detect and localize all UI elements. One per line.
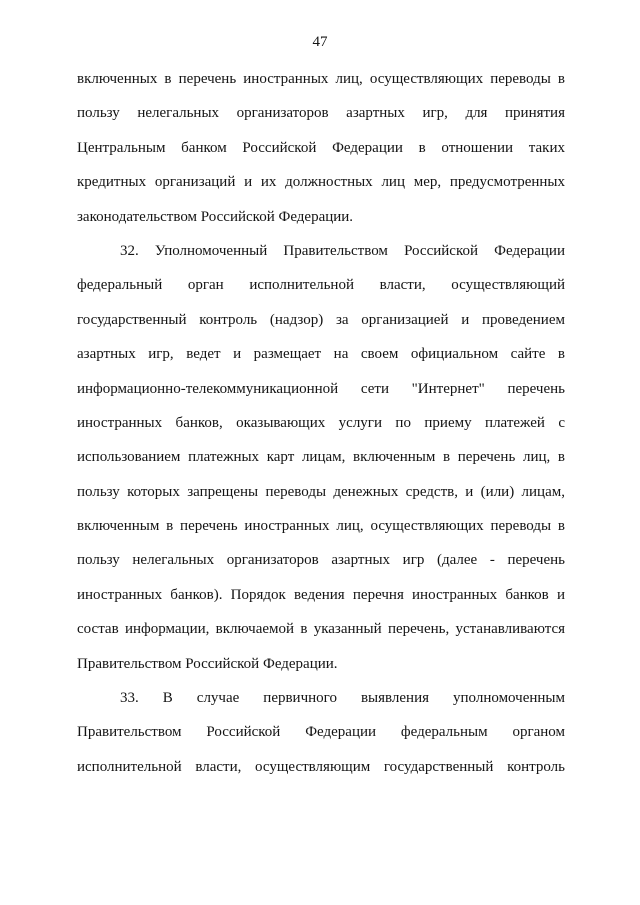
text-line: включенным в перечень иностранных лиц, осуществляющих переводы в xyxy=(77,518,565,535)
text-line: федеральный орган исполнительной власти, осуществляющий xyxy=(77,277,565,294)
text-line: информационно-телекоммуникационной сети "Интернет" перечень xyxy=(77,380,565,397)
text-line: использованием платежных карт лицам, включенным в перечень лиц, в xyxy=(77,449,565,466)
text-line: законодательством Российской Федерации. xyxy=(77,208,354,225)
text-line: азартных игр, ведет и размещает на своем официальном сайте в xyxy=(77,346,565,363)
text-line: пользу нелегальных организаторов азартных игр, для принятия xyxy=(77,105,565,122)
paragraph-33-first-line: 33. В случае первичного выявления уполномоченным xyxy=(120,690,565,707)
paragraph-32-first-line: 32. Уполномоченный Правительством Российской Федерации xyxy=(120,242,565,259)
text-line: состав информации, включаемой в указанный перечень, устанавливаются xyxy=(77,621,565,638)
text-line: кредитных организаций и их должностных лиц мер, предусмотренных xyxy=(77,174,565,191)
text-line: Центральным банком Российской Федерации в отношении таких xyxy=(77,139,565,156)
text-line: иностранных банков, оказывающих услуги по приему платежей с xyxy=(77,414,565,431)
text-line: Правительством Российской Федерации федеральным органом xyxy=(77,724,565,741)
page-number: 47 xyxy=(312,34,328,50)
text-line: включенных в перечень иностранных лиц, осуществляющих переводы в xyxy=(77,71,565,87)
text-line: государственный контроль (надзор) за организацией и проведением xyxy=(77,311,565,328)
text-line: Правительством Российской Федерации. xyxy=(77,655,338,672)
text-line: исполнительной власти, осуществляющим государственный контроль xyxy=(77,758,565,775)
text-line: пользу нелегальных организаторов азартных игр (далее - перечень xyxy=(77,552,565,569)
text-line: пользу которых запрещены переводы денежных средств, и (или) лицам, xyxy=(77,483,565,500)
document-body xyxy=(77,62,565,784)
text-line: иностранных банков). Порядок ведения перечня иностранных банков и xyxy=(77,586,565,603)
